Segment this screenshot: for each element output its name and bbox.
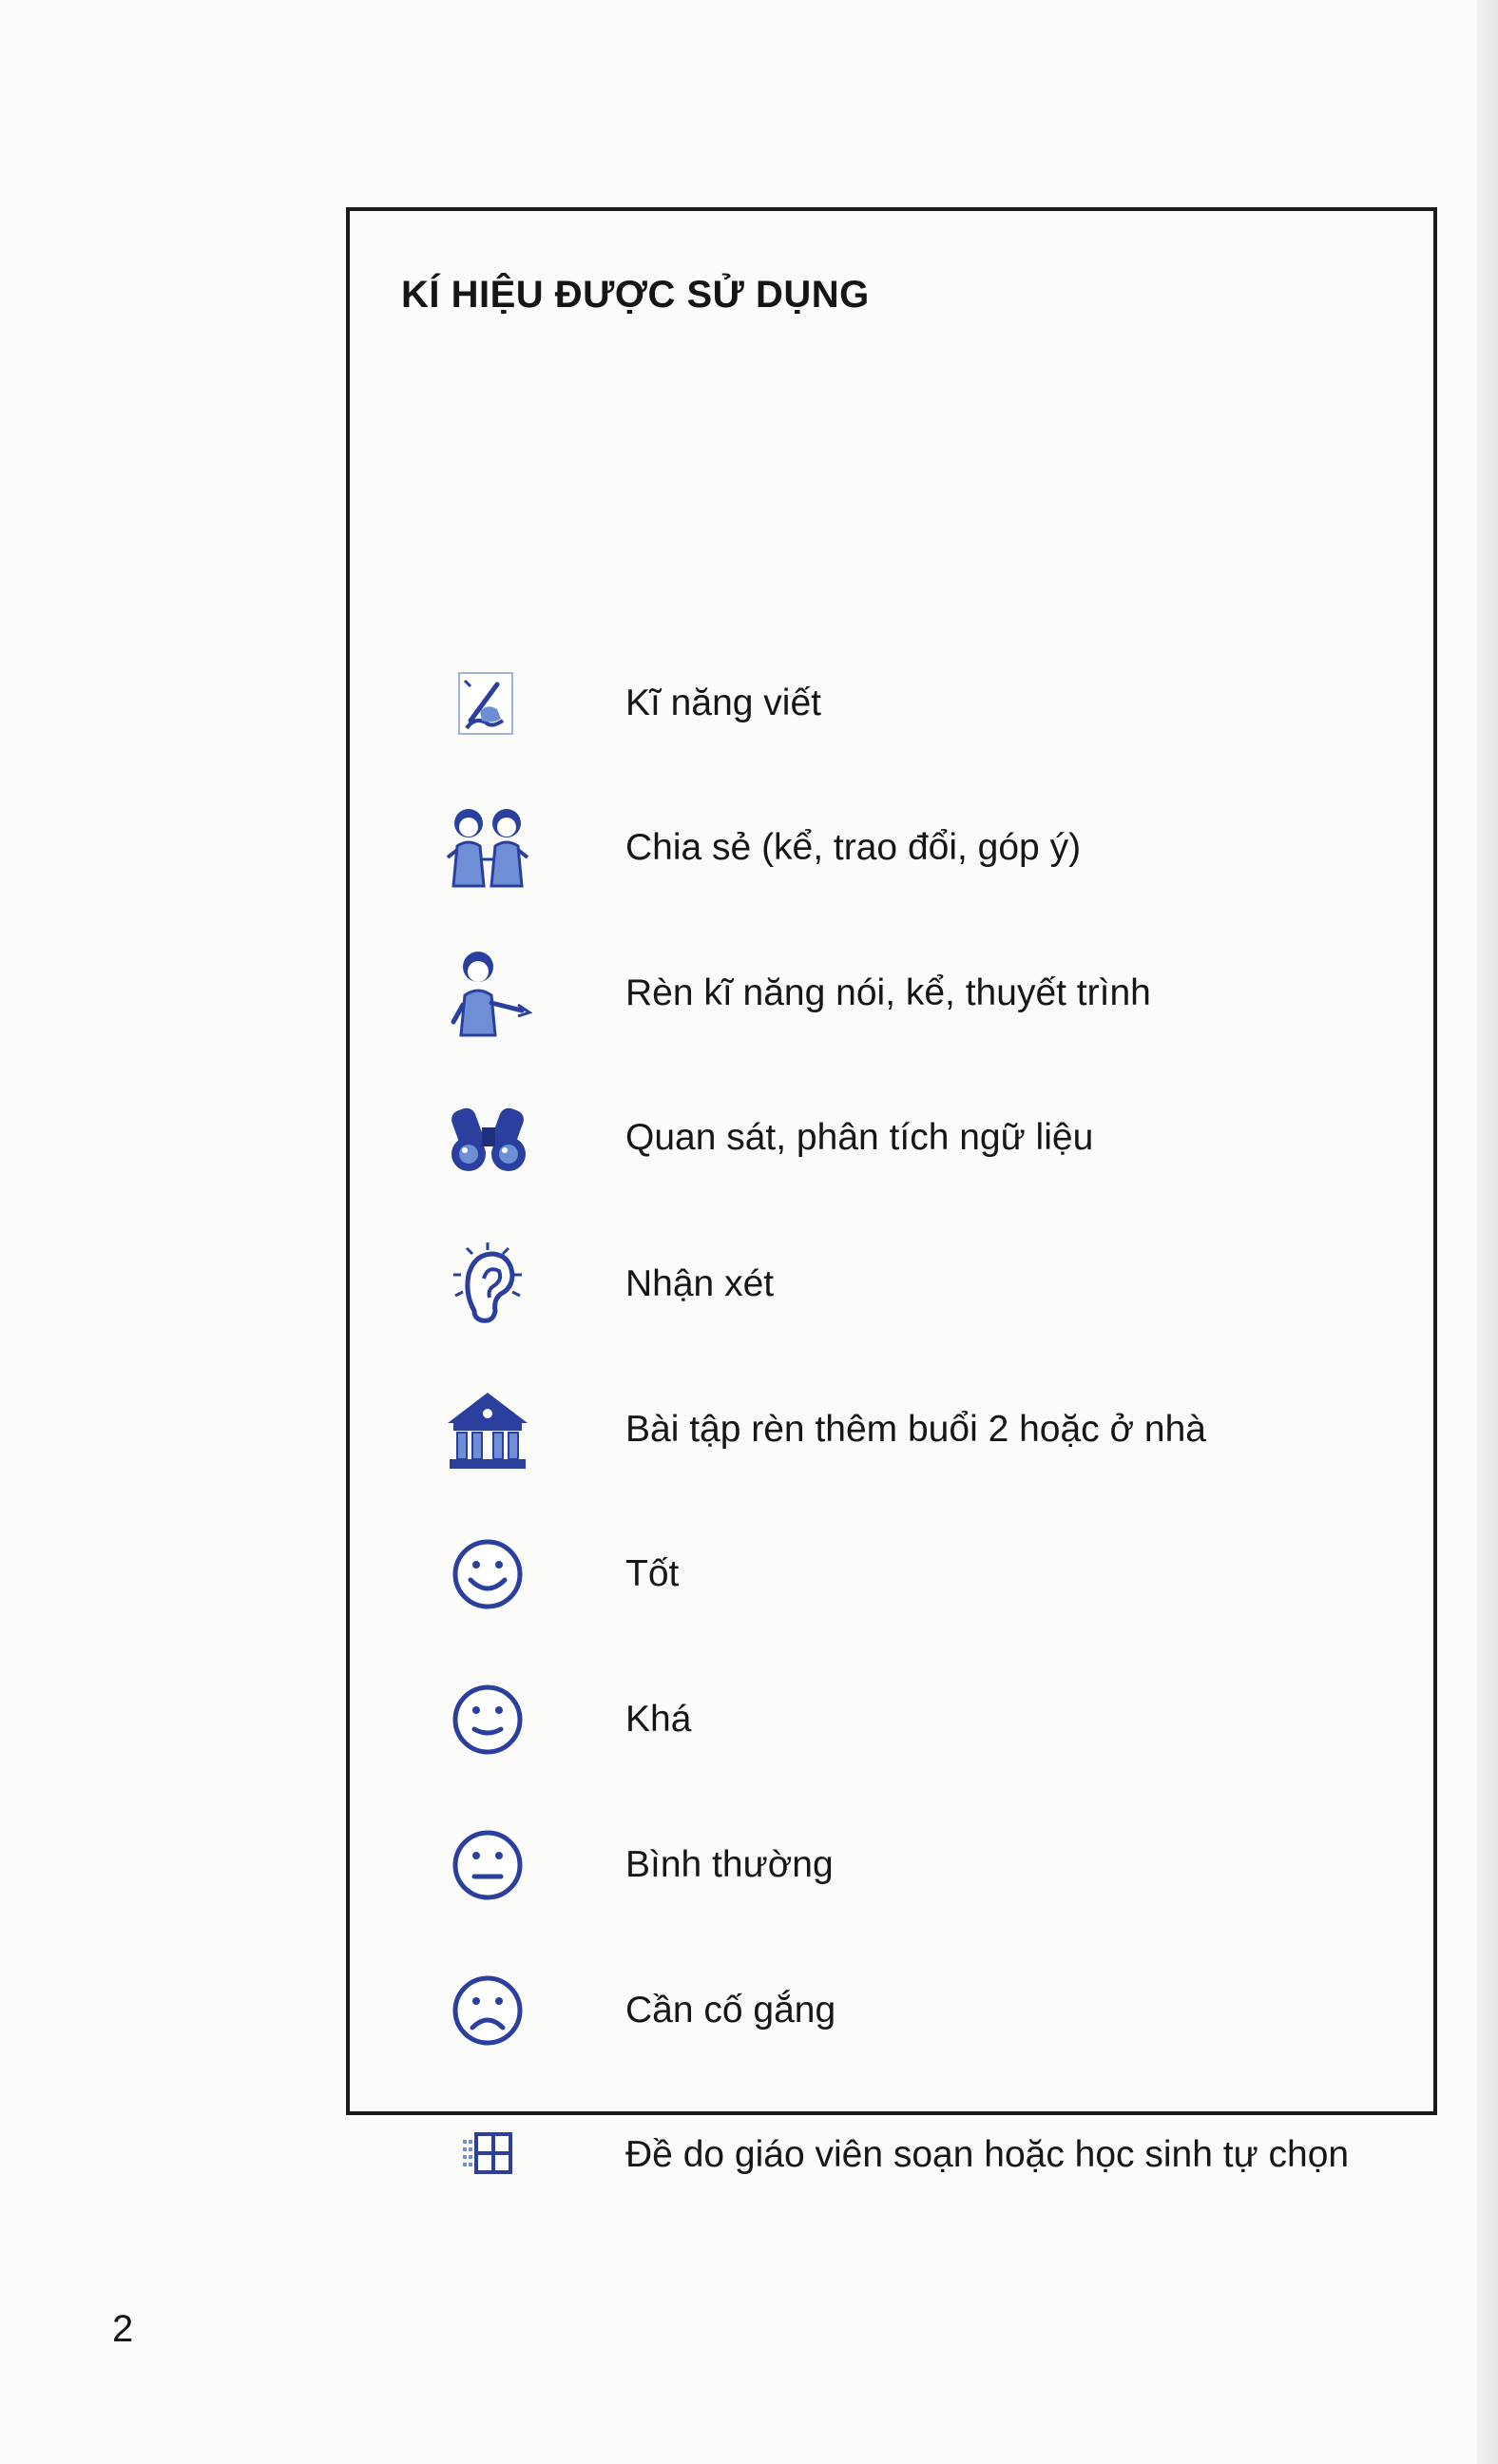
legend-item-normal	[350, 1813, 1433, 1917]
legend-box	[346, 207, 1437, 2175]
window-grid-icon	[435, 2103, 540, 2207]
legend-label: Quan sát, phân tích ngữ liệu	[625, 1117, 1094, 1158]
legend-item-self-selected	[350, 2103, 1433, 2207]
legend-label: Tốt	[625, 1553, 680, 1594]
legend-title: KÍ HIỆU ĐƯỢC SỬ DỤNG	[401, 274, 870, 316]
frown-face-icon	[435, 1958, 540, 2063]
legend-label: Đề do giáo viên soạn hoặc học sinh tự chọn	[625, 2134, 1350, 2175]
page-edge	[1477, 0, 1498, 2464]
legend-item-good	[350, 1522, 1433, 1627]
writing-hand-icon	[435, 651, 540, 756]
legend-label: Bình thường	[625, 1844, 834, 1885]
child-presenting-icon	[435, 941, 540, 1046]
legend-item-homework	[350, 1377, 1433, 1482]
legend-label: Nhận xét	[625, 1263, 775, 1304]
smile-face-icon	[435, 1522, 540, 1627]
house-icon	[435, 1377, 540, 1482]
legend-item-writing	[350, 651, 1433, 756]
legend-label: Bài tập rèn thêm buổi 2 hoặc ở nhà	[625, 1409, 1206, 1450]
legend-item-remark	[350, 1232, 1433, 1337]
legend-label: Cần cố gắng	[625, 1990, 836, 2031]
page-number: 2	[112, 2308, 134, 2350]
ear-icon	[435, 1232, 540, 1337]
legend-item-presenting	[350, 941, 1433, 1046]
legend-label: Rèn kĩ năng nói, kể, thuyết trình	[625, 972, 1151, 1013]
legend-label: Kĩ năng viết	[625, 683, 821, 723]
legend-label: Khá	[625, 1699, 692, 1740]
legend-item-fair	[350, 1667, 1433, 1772]
slight-smile-face-icon	[435, 1667, 540, 1772]
neutral-face-icon	[435, 1813, 540, 1917]
legend-label: Chia sẻ (kể, trao đổi, góp ý)	[625, 827, 1082, 868]
legend-item-observe	[350, 1086, 1433, 1190]
binoculars-icon	[435, 1086, 540, 1190]
legend-item-try-harder	[350, 1958, 1433, 2063]
two-children-talking-icon	[435, 796, 540, 900]
legend-item-sharing	[350, 796, 1433, 900]
